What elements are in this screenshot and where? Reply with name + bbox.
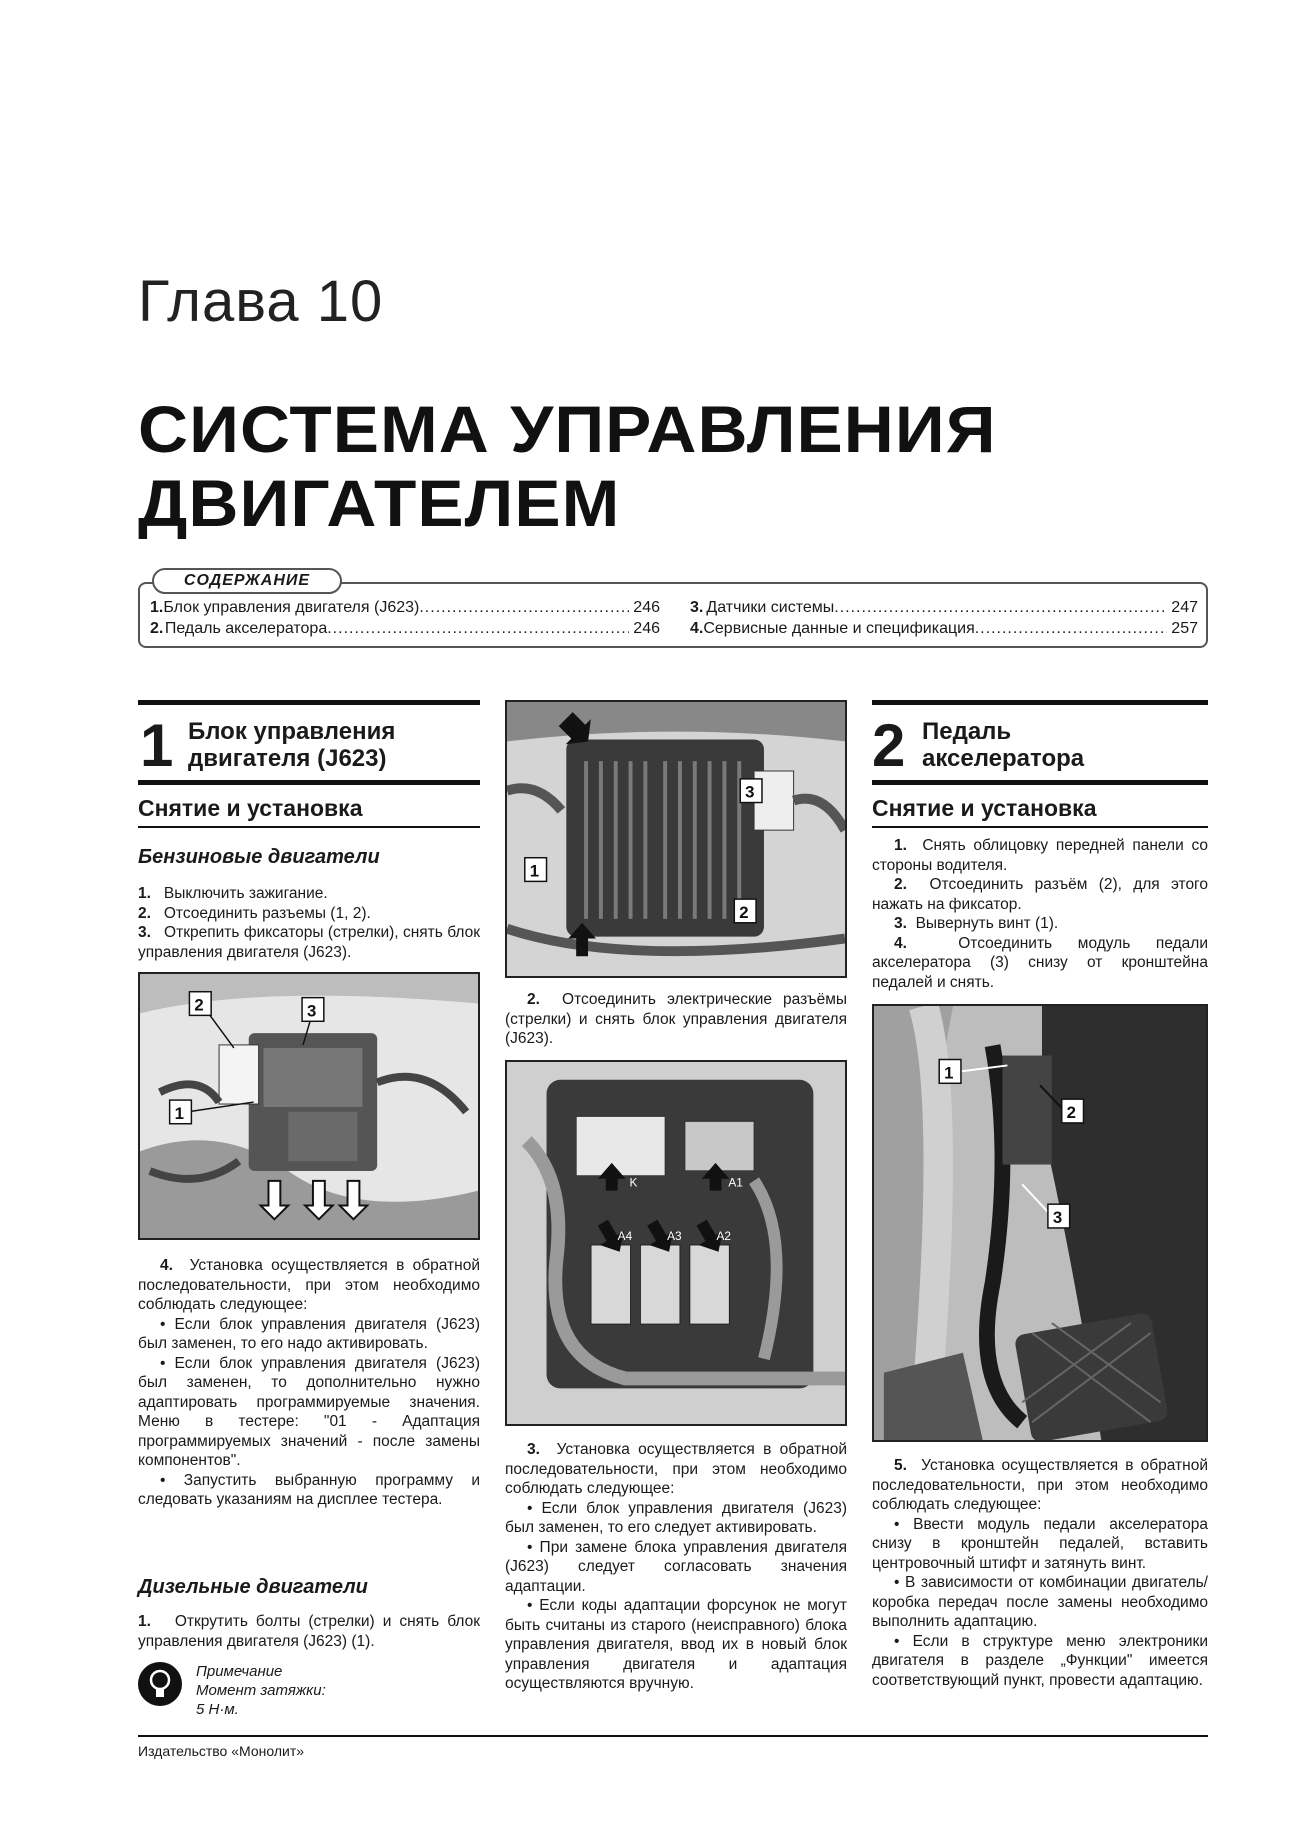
subsection-heading: Снятие и установка	[872, 795, 1097, 821]
torque-note	[196, 1662, 326, 1719]
toc-leader	[975, 619, 1168, 639]
toc-item[interactable]	[150, 619, 660, 639]
diesel-step2: 2. Отсоединить электрические разъёмы (стрелки) и снять блок управления двигателя (J623).	[505, 991, 847, 1047]
diesel-heading: Дизельные двигатели	[138, 1576, 368, 1598]
toc-num: 4.	[690, 620, 704, 637]
toc-item[interactable]	[690, 619, 1198, 639]
photo-accelerator-pedal	[872, 1004, 1208, 1442]
subsection-rule	[872, 826, 1208, 828]
photo-label: 1	[944, 1063, 954, 1083]
toc-text: Блок управления двигателя (J623)	[163, 599, 420, 616]
photo-petrol-ecu	[138, 972, 480, 1240]
note-lightbulb-icon	[138, 1662, 182, 1706]
note-title: Примечание	[196, 1663, 283, 1680]
connector-label: A4	[617, 1229, 633, 1244]
section-number: 1	[140, 712, 174, 779]
photo-label: 2	[1066, 1102, 1077, 1122]
section-title	[922, 718, 1084, 772]
toc-leader	[327, 619, 629, 639]
diesel-step: 1. Открутить болты (стрелки) и снять блок управления двигателя (J623) (1).	[138, 1613, 480, 1650]
diesel-install: 3. Установка осуществляется в обратной последовательности, при этом необходимо соблюдать следующее: • Если блок управления двигателя (J623) был заменен, то его следует активировать. • При замене блока управления двигателя (J623) следует согласовать значения адаптации. • Если коды адаптации форсунок не могут быть считаны из старого (неисправного) блока управления двигателя, ввод их в новый блок управления двигателя и адаптация осуществляются вручную.	[505, 1441, 847, 1692]
contents-label: СОДЕРЖАНИЕ	[152, 568, 342, 594]
petrol-heading: Бензиновые двигатели	[138, 846, 380, 868]
section-title	[188, 718, 395, 772]
section-title-line: Блок управления	[188, 718, 396, 745]
section-title-line: Педаль	[922, 718, 1012, 745]
section-rule	[872, 780, 1208, 785]
title-line: СИСТЕМА УПРАВЛЕНИЯ	[138, 392, 997, 466]
chapter-title	[138, 392, 997, 540]
toc-page: 246	[633, 599, 660, 616]
section-rule	[138, 700, 480, 705]
photo-label: 1	[529, 861, 540, 881]
toc-num: 2.	[150, 620, 164, 637]
section-rule	[138, 780, 480, 785]
section-title-line: акселератора	[922, 745, 1085, 772]
section-rule	[872, 700, 1208, 705]
photo-diesel-ecu-top	[505, 700, 847, 978]
pedal-install: 5. Установка осуществляется в обратной последовательности, при этом необходимо соблюдать следующее: • Ввести модуль педали акселератора снизу в кронштейн педалей, вставить центровочный штифт и затянуть винт. • В зависимости от комбинации двигатель/коробка передач после замены необходимо выполнить адаптацию. • Если в структуре меню электроники двигателя в разделе „Функции" имеется соответствующий пункт, провести адаптацию.	[872, 1457, 1208, 1689]
toc-text: Сервисные данные и спецификация	[703, 620, 975, 637]
toc-leader	[419, 598, 629, 618]
section-number: 2	[872, 712, 906, 779]
toc-item[interactable]	[150, 598, 660, 618]
connector-label: A3	[667, 1229, 682, 1244]
toc-page: 246	[633, 620, 660, 637]
photo-label: 3	[307, 1001, 317, 1021]
toc-page: 257	[1171, 620, 1198, 637]
photo-ecu-connectors	[505, 1060, 847, 1426]
petrol-install: 4. Установка осуществляется в обратной последовательности, при этом необходимо соблюдать следующее: • Если блок управления двигателя (J623) был заменен, то его надо активировать. • Если блок управления двигателя (J623) был заменен, то дополнительно нужно адаптировать программируемые значения. Меню в тестере: "01 - Адаптация программируемых значений - после замены компонентов". • Запустить выбранную программу и следовать указаниям на дисплее тестера.	[138, 1257, 480, 1508]
note-line: 5 Н·м.	[196, 1701, 239, 1718]
toc-num: 3.	[690, 599, 704, 616]
pedal-steps: 1. Снять облицовку передней панели со стороны водителя. 2. Отсоединить разъём (2), для этого нажать на фиксатор. 3. Вывернуть винт (1). 4. Отсоединить модуль педали акселератора (3) снизу от кронштейна педалей и снять.	[872, 837, 1208, 991]
connector-label: A2	[716, 1229, 732, 1244]
subsection-rule	[138, 826, 480, 828]
photo-label: 1	[174, 1103, 184, 1123]
section-title-line: двигателя (J623)	[188, 745, 387, 772]
petrol-steps: 1. Выключить зажигание. 2. Отсоединить разъемы (1, 2). 3. Открепить фиксаторы (стрелки), снять блок управления двигателя (J623).	[138, 885, 480, 961]
toc-num: 1.	[150, 599, 164, 616]
connector-label: K	[629, 1175, 638, 1190]
subsection-heading: Снятие и установка	[138, 795, 363, 821]
chapter-label: Глава 10	[138, 269, 384, 334]
toc-leader	[834, 598, 1167, 618]
toc-item[interactable]	[690, 598, 1198, 618]
footer-rule	[138, 1735, 1208, 1737]
photo-label: 3	[1052, 1207, 1063, 1228]
note-line: Момент затяжки:	[196, 1682, 326, 1699]
publisher-footer: Издательство «Монолит»	[138, 1743, 305, 1759]
toc-text: Датчики системы	[706, 599, 835, 616]
toc-text: Педаль акселератора	[164, 620, 328, 637]
photo-label: 3	[745, 782, 755, 802]
title-line: ДВИГАТЕЛЕМ	[138, 466, 621, 540]
toc-page: 247	[1171, 599, 1198, 616]
photo-label: 2	[194, 995, 204, 1015]
connector-label: A1	[728, 1175, 743, 1190]
photo-label: 2	[739, 902, 749, 922]
